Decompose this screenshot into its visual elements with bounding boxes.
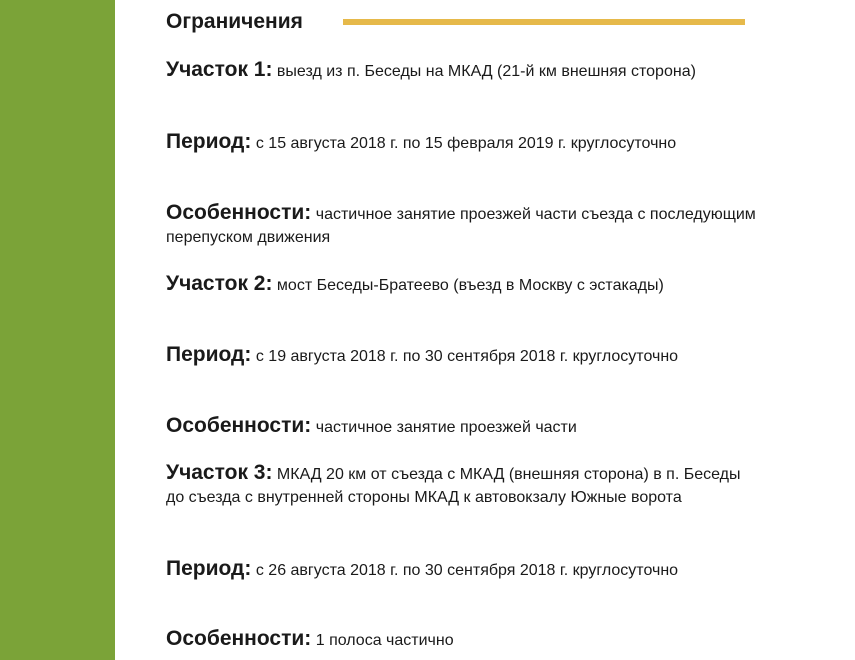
entry-features-3 bbox=[166, 627, 756, 652]
entry-text: мост Беседы-Братеево (въезд в Москву с эстакады) bbox=[276, 277, 664, 294]
entry-text: с 26 августа 2018 г. по 30 сентября 2018 г. круглосуточно bbox=[255, 562, 679, 579]
entry-text: 1 полоса частично bbox=[315, 632, 454, 649]
entry-period-3 bbox=[166, 557, 756, 582]
entry-text: выезд из п. Беседы на МКАД (21-й км внешняя сторона) bbox=[276, 63, 696, 80]
entry-section-2 bbox=[166, 272, 756, 297]
entry-text: с 19 августа 2018 г. по 30 сентября 2018 г. круглосуточно bbox=[255, 348, 679, 365]
section-title: Ограничения bbox=[166, 10, 303, 33]
entry-text: частичное занятие проезжей части bbox=[315, 419, 577, 436]
entry-label: Особенности: bbox=[166, 627, 312, 650]
entry-label: Участок 2: bbox=[166, 272, 273, 295]
green-sidebar bbox=[0, 0, 115, 660]
entry-label: Участок 3: bbox=[166, 461, 273, 484]
entry-label: Особенности: bbox=[166, 201, 312, 224]
entry-label: Период: bbox=[166, 343, 252, 366]
entry-label: Особенности: bbox=[166, 414, 312, 437]
entry-features-1 bbox=[166, 201, 756, 249]
entry-label: Участок 1: bbox=[166, 58, 273, 81]
entry-period-2 bbox=[166, 343, 756, 368]
entry-section-1 bbox=[166, 58, 756, 83]
entry-text: МКАД 20 км от съезда с МКАД (внешняя сторона) в п. Беседы до съезда с внутренней стороны МКАД к автовокзалу Южные ворота bbox=[166, 466, 741, 506]
entry-features-2 bbox=[166, 414, 756, 439]
entry-label: Период: bbox=[166, 557, 252, 580]
section-header bbox=[166, 8, 746, 38]
entry-period-1 bbox=[166, 130, 756, 155]
entry-label: Период: bbox=[166, 130, 252, 153]
entry-section-3 bbox=[166, 461, 756, 509]
entry-text: с 15 августа 2018 г. по 15 февраля 2019 г. круглосуточно bbox=[255, 135, 677, 152]
entry-text: частичное занятие проезжей части съезда с последующим перепуском движения bbox=[166, 206, 756, 246]
accent-divider bbox=[343, 19, 745, 25]
